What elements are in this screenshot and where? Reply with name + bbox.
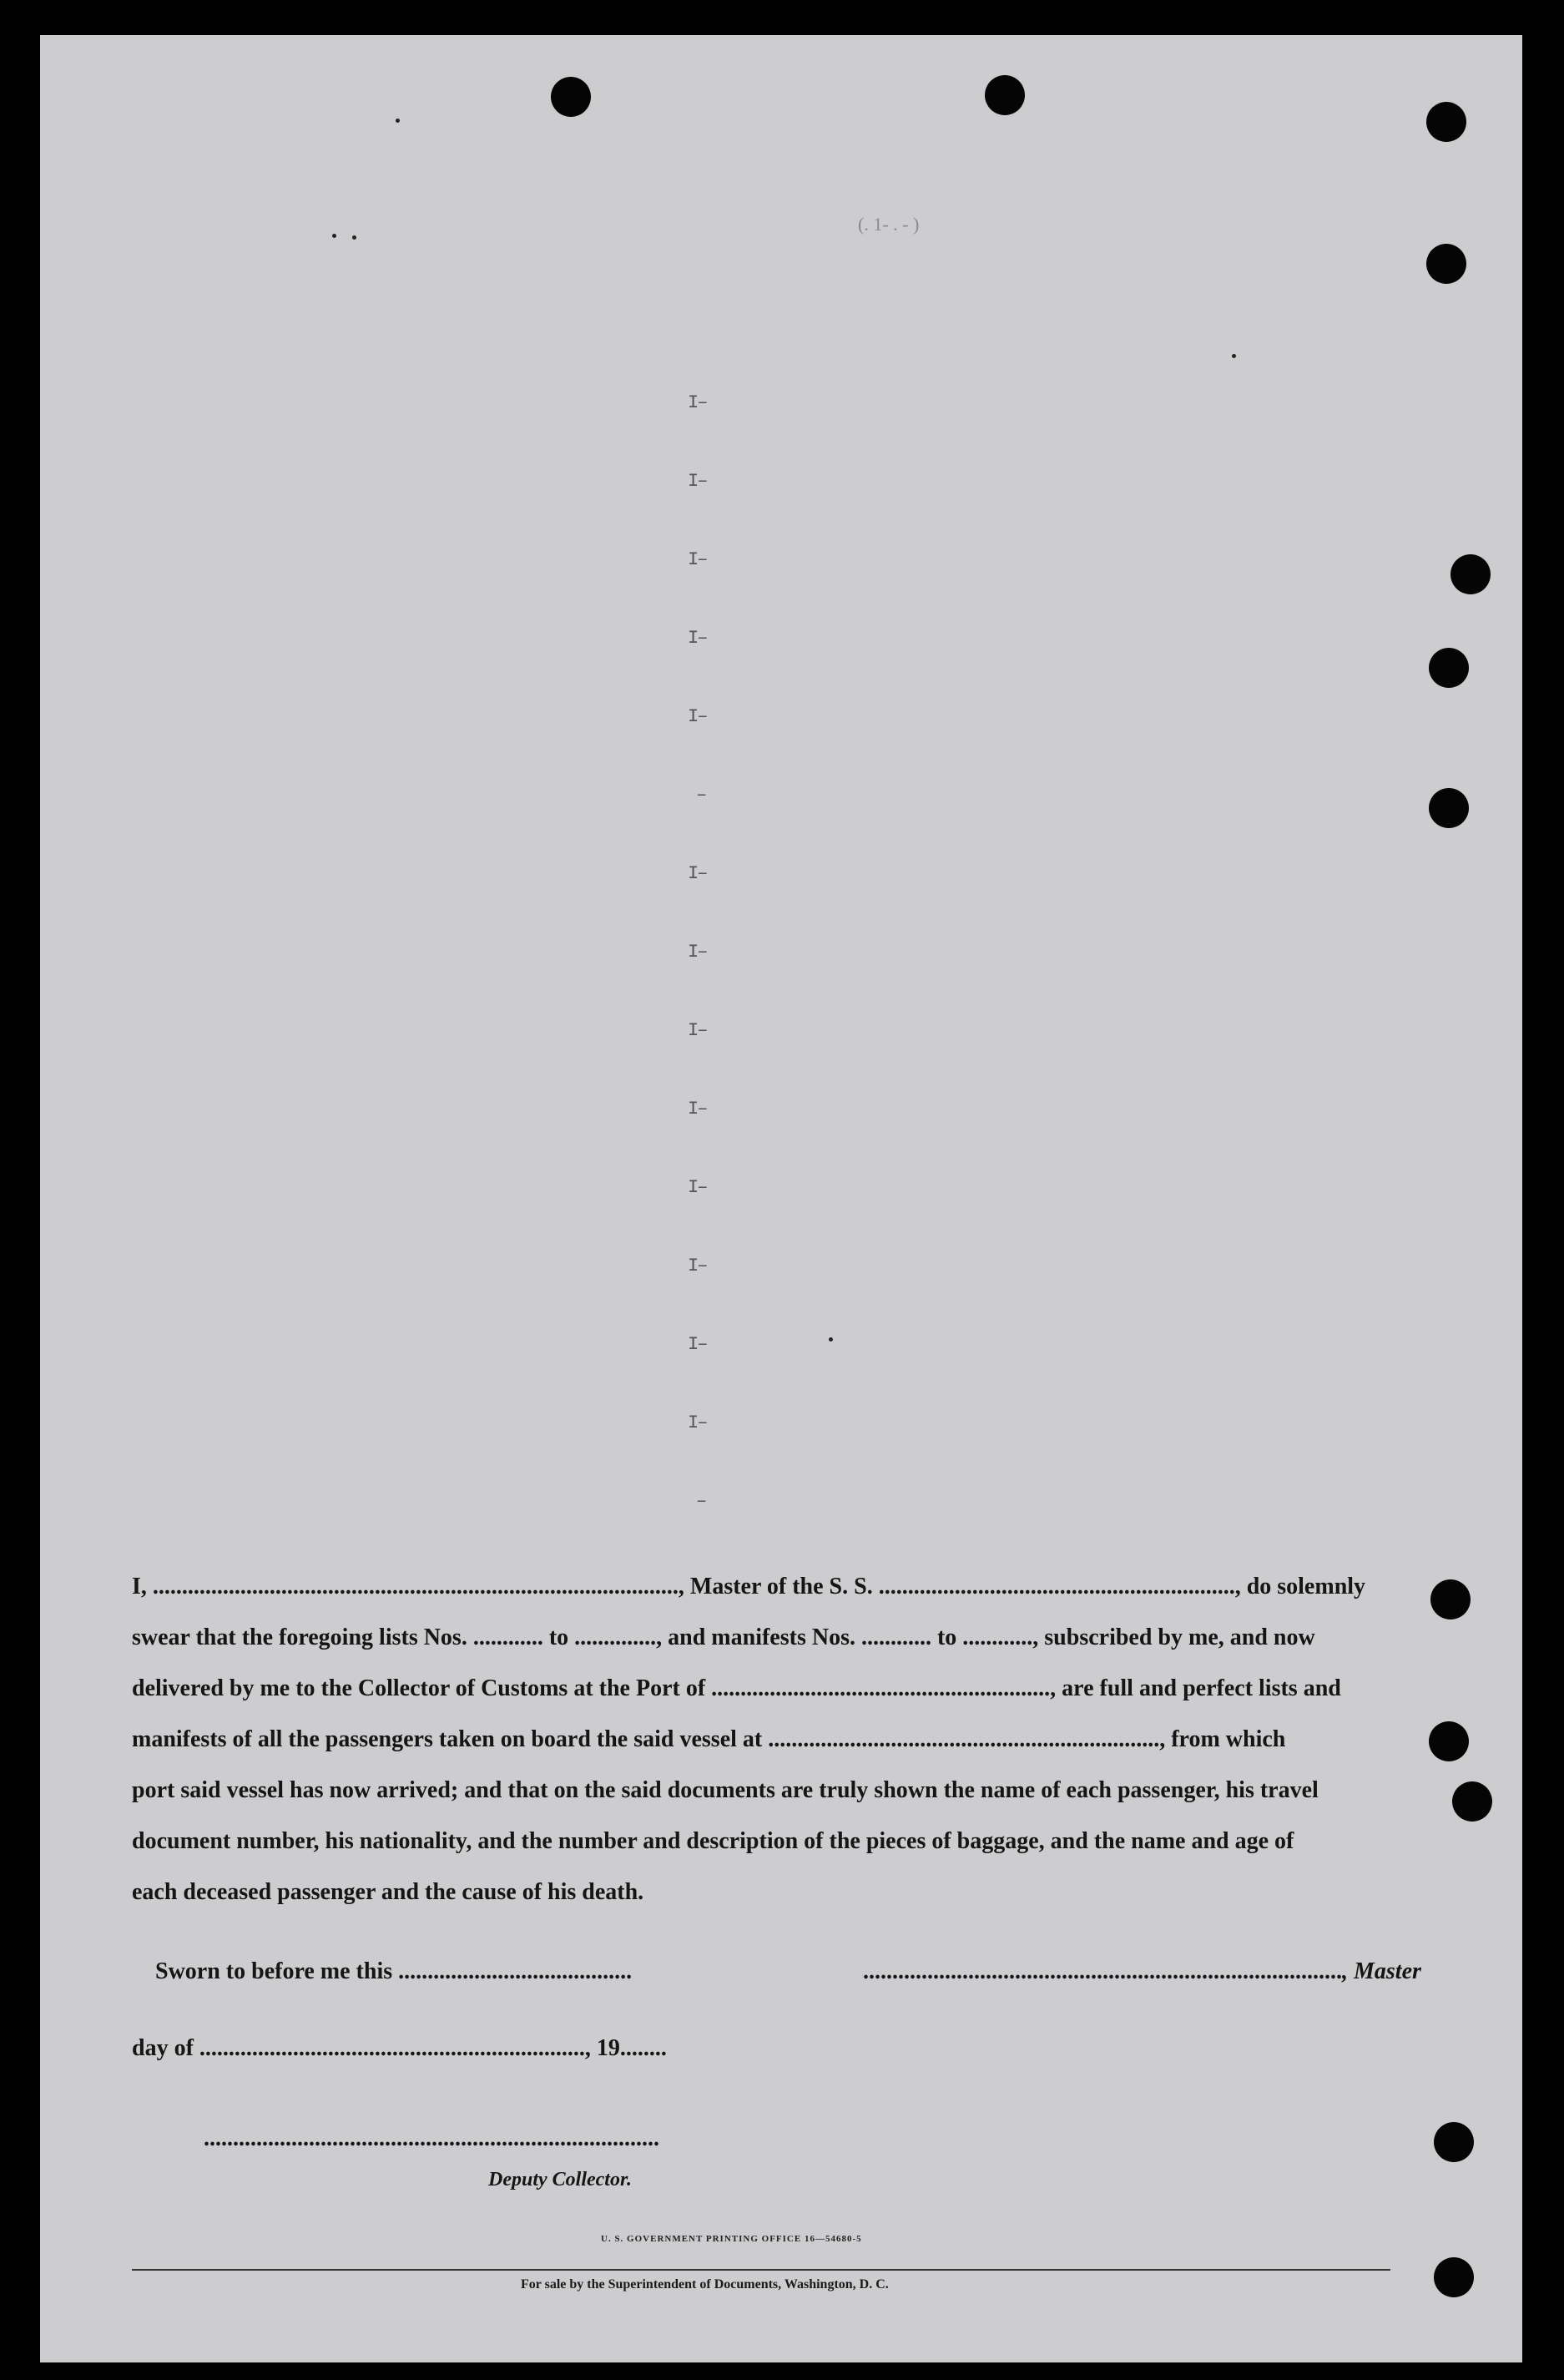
deputy-label: Deputy Collector. — [488, 2169, 632, 2191]
column-tick: I– — [688, 471, 707, 492]
column-tick: I– — [688, 1334, 707, 1355]
binder-hole — [551, 77, 591, 117]
ink-speck — [829, 1337, 833, 1342]
master-signature-line — [863, 1958, 1421, 1985]
document-page — [40, 35, 1522, 2362]
deputy-signature-line — [204, 2125, 659, 2152]
column-tick: I– — [688, 392, 707, 413]
ink-speck — [1232, 354, 1236, 358]
column-tick: I– — [688, 1256, 707, 1276]
oath-line: manifests of all the passengers taken on board the said vessel at ..................................................................., from which — [132, 1726, 1286, 1752]
oath-line: each deceased passenger and the cause of his death. — [132, 1879, 644, 1905]
column-tick: I– — [688, 1412, 707, 1433]
oath-line: port said vessel has now arrived; and that on the said documents are truly shown the name of each passenger, his travel — [132, 1777, 1319, 1803]
ink-speck — [332, 234, 336, 238]
marginal-note: (. 1- . - ) — [858, 214, 920, 235]
oath-line: swear that the foregoing lists Nos. ............ to .............., and manifests Nos. ............ to ............, subscribed by me, and now — [132, 1625, 1315, 1650]
oath-line: I, .........................................................................................., Master of the S. S. ............................................................., do solemnly — [132, 1574, 1366, 1599]
ink-speck — [396, 119, 400, 123]
column-tick: – — [696, 1491, 706, 1512]
column-tick: I– — [688, 549, 707, 570]
binder-hole — [1429, 648, 1469, 688]
column-tick: I– — [688, 628, 707, 649]
binder-hole — [1450, 554, 1491, 594]
day-line — [132, 2035, 667, 2062]
column-tick: I– — [688, 1020, 707, 1041]
binder-hole — [1426, 102, 1466, 142]
ink-speck — [352, 235, 356, 240]
master-label: , Master — [1342, 1958, 1421, 1984]
binder-hole — [1429, 1721, 1469, 1761]
oath-line: delivered by me to the Collector of Customs at the Port of .........................................................., are full and perfect lists and — [132, 1675, 1341, 1701]
day-label: day of — [132, 2035, 194, 2061]
binder-hole — [1426, 244, 1466, 284]
sworn-line — [155, 1958, 632, 1985]
sworn-dots: ........................................ — [398, 1958, 633, 1984]
column-tick: – — [696, 785, 706, 806]
oath-line: document number, his nationality, and the number and description of the pieces of baggage, and the name and age of — [132, 1828, 1294, 1854]
sworn-label: Sworn to before me this — [155, 1958, 393, 1984]
day-dots: .................................................................., 19........ — [199, 2035, 667, 2061]
oath-paragraph — [132, 1561, 1392, 1918]
sale-notice: For sale by the Superintendent of Documents, Washington, D. C. — [521, 2277, 889, 2292]
binder-hole — [1430, 1579, 1471, 1620]
binder-hole — [985, 75, 1025, 115]
column-tick: I– — [688, 942, 707, 963]
master-dots: .................................................................................. — [863, 1958, 1342, 1984]
column-tick: I– — [688, 706, 707, 727]
binder-hole — [1434, 2122, 1474, 2162]
column-tick: I– — [688, 863, 707, 884]
binder-hole — [1429, 788, 1469, 828]
footer-rule — [132, 2269, 1390, 2271]
column-tick: I– — [688, 1099, 707, 1119]
deputy-dots: .............................................................................. — [204, 2125, 659, 2151]
gpo-imprint: U. S. GOVERNMENT PRINTING OFFICE 16—54680-5 — [601, 2234, 862, 2244]
binder-hole — [1452, 1781, 1492, 1822]
binder-hole — [1434, 2257, 1474, 2297]
column-tick: I– — [688, 1177, 707, 1198]
